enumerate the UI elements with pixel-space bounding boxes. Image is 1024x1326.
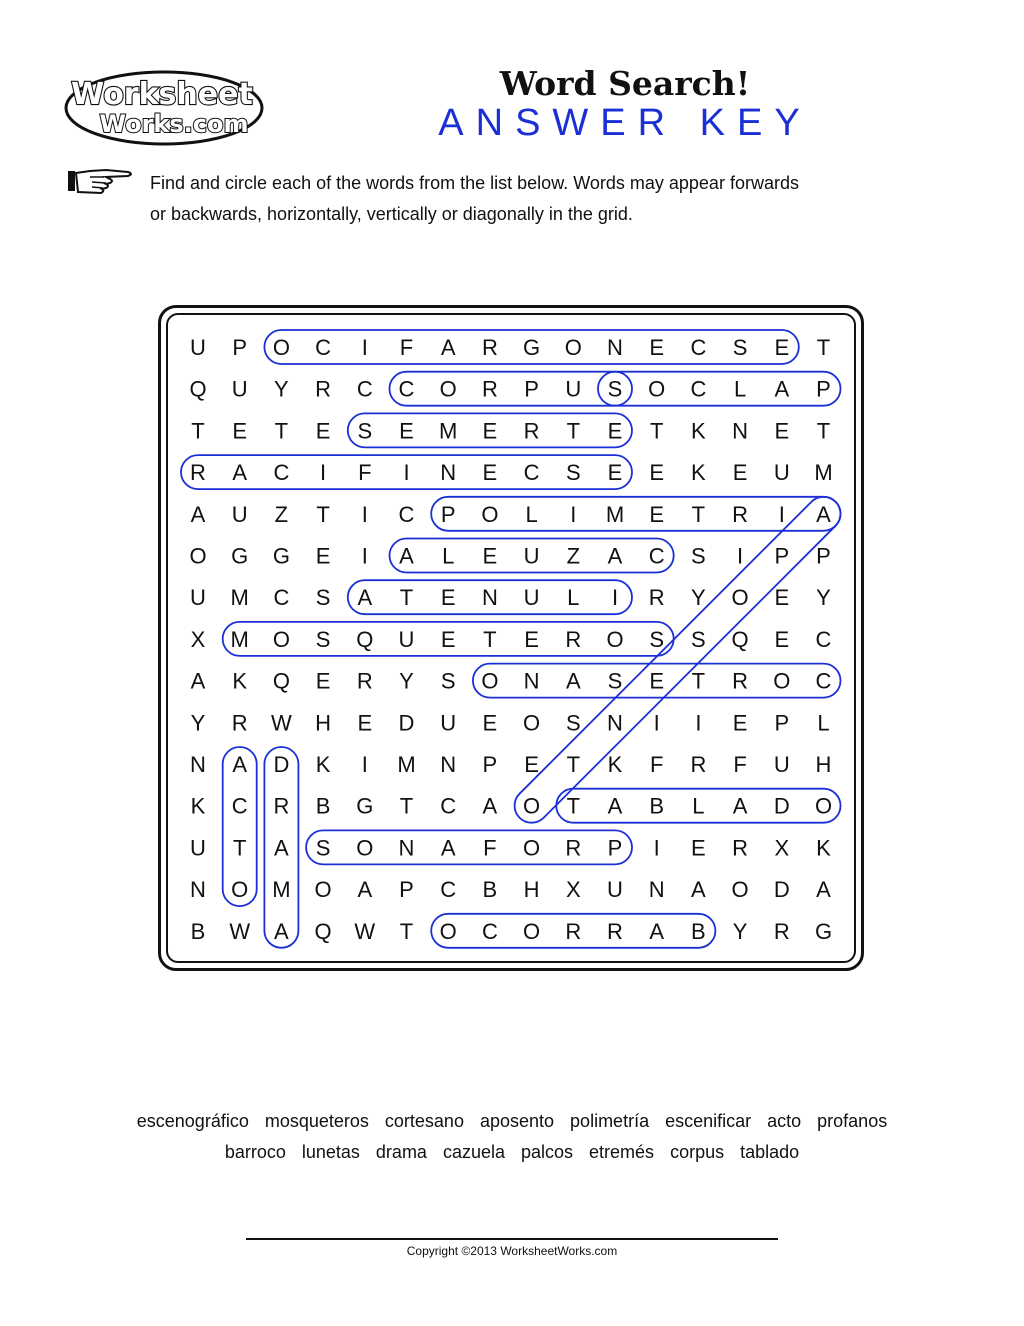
- grid-letter: T: [274, 418, 289, 444]
- grid-letter: U: [773, 460, 790, 486]
- grid-letter: R: [565, 626, 582, 652]
- grid-letter: T: [316, 501, 330, 527]
- logo-text-line2: Works.com: [99, 110, 249, 138]
- grid-letter: K: [190, 793, 206, 819]
- word-list-item: cazuela: [442, 1142, 505, 1162]
- grid-letter: C: [356, 376, 373, 402]
- grid-letter: E: [482, 710, 498, 736]
- grid-letter: Y: [399, 668, 414, 694]
- grid-letter: O: [523, 918, 541, 944]
- grid-letter: P: [607, 835, 623, 861]
- grid-letter: E: [482, 460, 498, 486]
- grid-letter: C: [440, 793, 457, 819]
- grid-letter: E: [482, 418, 498, 444]
- grid-letter: I: [361, 335, 368, 360]
- grid-letter: T: [566, 418, 581, 444]
- grid-letter: S: [607, 376, 623, 402]
- grid-letter: N: [648, 877, 665, 903]
- grid-letter: O: [731, 585, 749, 611]
- grid-letter: T: [691, 668, 706, 694]
- grid-letter: Z: [566, 543, 581, 569]
- grid-letter: I: [653, 710, 660, 736]
- grid-letter: F: [483, 835, 497, 861]
- word-list-item: profanos: [817, 1111, 888, 1131]
- grid-letter: O: [439, 376, 457, 402]
- grid-letter: O: [439, 918, 457, 944]
- grid-letter: B: [190, 918, 206, 944]
- grid-letter: G: [523, 335, 541, 360]
- grid-letter: R: [732, 835, 749, 861]
- grid-letter: A: [774, 376, 790, 402]
- grid-letter: Q: [272, 668, 290, 694]
- grid-letter: W: [271, 710, 292, 736]
- grid-letter: C: [815, 668, 832, 694]
- word-list-item: polimetría: [570, 1111, 650, 1131]
- grid-letter: Q: [314, 918, 332, 944]
- grid-letter: Y: [274, 376, 289, 402]
- grid-letter: A: [357, 585, 373, 611]
- grid-letter: E: [774, 418, 790, 444]
- grid-letter: E: [607, 460, 623, 486]
- grid-letter: P: [524, 376, 539, 402]
- grid-letter: I: [653, 835, 660, 861]
- grid-letter: T: [399, 918, 414, 944]
- grid-letter: K: [691, 418, 706, 444]
- grid-letter: O: [523, 793, 541, 819]
- grid-letter: X: [190, 626, 206, 652]
- grid-letter: Z: [274, 501, 289, 527]
- grid-letter: T: [399, 793, 414, 819]
- grid-letter: N: [398, 835, 415, 861]
- grid-letter: O: [648, 376, 666, 402]
- answer-highlight-12: [306, 830, 632, 864]
- grid-letter: S: [649, 626, 665, 652]
- pointing-hand-icon: [66, 166, 136, 196]
- word-list-item: lunetas: [301, 1142, 360, 1162]
- grid-letter: T: [399, 585, 414, 611]
- word-list-item: cortesano: [384, 1111, 464, 1131]
- grid-letter: X: [774, 835, 790, 861]
- grid-letter: K: [607, 752, 623, 777]
- grid-letter: T: [691, 501, 706, 527]
- grid-letter: Q: [189, 376, 207, 402]
- grid-letter: K: [315, 752, 331, 777]
- answer-key-heading: ANSWER KEY: [438, 102, 812, 144]
- grid-letter: S: [565, 460, 581, 486]
- grid-letter: W: [229, 918, 251, 944]
- grid-letter: N: [190, 877, 206, 903]
- grid-letter: A: [691, 877, 706, 903]
- grid-letter: G: [814, 918, 833, 944]
- grid-letter: T: [649, 418, 664, 444]
- grid-letter: R: [481, 335, 498, 360]
- grid-letter: S: [732, 335, 748, 360]
- grid-letter: C: [690, 376, 707, 402]
- grid-letter: R: [690, 752, 707, 777]
- grid-letter: O: [481, 501, 499, 527]
- grid-letter: E: [524, 626, 539, 652]
- grid-letter: R: [773, 918, 790, 944]
- answer-highlight-1: [390, 372, 633, 406]
- grid-letter: C: [481, 918, 498, 944]
- grid-letter: C: [440, 877, 457, 903]
- word-list-row-2: [60, 1137, 964, 1168]
- grid-letter: M: [605, 501, 625, 527]
- grid-letter: E: [732, 710, 748, 736]
- grid-letter: C: [273, 460, 290, 486]
- grid-letter: T: [191, 418, 205, 444]
- grid-letter: M: [439, 418, 458, 444]
- grid-letter: C: [398, 376, 415, 402]
- grid-letter: K: [816, 835, 831, 861]
- grid-letter: E: [315, 668, 331, 694]
- grid-letter: B: [482, 877, 498, 903]
- grid-letter: P: [482, 752, 498, 777]
- instructions: [150, 168, 950, 230]
- word-search-grid: [158, 305, 864, 971]
- grid-letter: M: [230, 626, 249, 652]
- grid-letter: T: [816, 418, 831, 444]
- grid-letter: P: [816, 376, 831, 402]
- grid-letter: B: [315, 793, 331, 819]
- grid-letter: D: [273, 752, 290, 777]
- grid-letter: A: [607, 793, 623, 819]
- grid-letter: N: [440, 460, 457, 486]
- grid-letter: I: [403, 460, 410, 486]
- grid-letter: T: [566, 752, 581, 777]
- grid-letter: T: [483, 626, 497, 652]
- grid-letter: E: [774, 585, 790, 611]
- grid-letter: I: [570, 501, 577, 527]
- grid-letter: R: [273, 793, 290, 819]
- grid-letter: H: [315, 710, 332, 736]
- grid-letter: I: [361, 752, 368, 777]
- word-list-item: acto: [767, 1111, 802, 1131]
- grid-letter: U: [607, 877, 623, 903]
- grid-letter: A: [190, 668, 206, 694]
- grid-letter: R: [315, 376, 332, 402]
- grid-letter: N: [440, 752, 457, 777]
- grid-letter: A: [482, 793, 498, 819]
- grid-letter: A: [565, 668, 581, 694]
- grid-letter: C: [690, 335, 707, 360]
- grid-letter: E: [482, 543, 498, 569]
- grid-letter: D: [773, 877, 790, 903]
- grid-letter: P: [232, 335, 248, 360]
- grid-letter: C: [231, 793, 248, 819]
- grid-letter: O: [314, 877, 332, 903]
- instructions-line-2: or backwards, horizontally, vertically or diagonally in the grid.: [150, 204, 633, 224]
- grid-letter: O: [481, 668, 499, 694]
- grid-letter: E: [732, 460, 748, 486]
- grid-letter: U: [440, 710, 457, 736]
- grid-letter: A: [649, 918, 665, 944]
- grid-letter: L: [525, 501, 538, 527]
- grid-letter: C: [315, 335, 332, 360]
- word-list-item: etremés: [589, 1142, 655, 1162]
- grid-letter: Y: [190, 710, 206, 736]
- grid-letter: R: [732, 668, 749, 694]
- grid-letter: A: [440, 835, 456, 861]
- grid-letter: P: [440, 501, 456, 527]
- grid-letter: A: [816, 501, 831, 527]
- grid-letter: U: [190, 585, 206, 611]
- grid-letter: U: [773, 752, 790, 777]
- grid-letter: B: [649, 793, 665, 819]
- grid-letter: E: [649, 460, 665, 486]
- grid-letter: E: [440, 585, 456, 611]
- grid-letter: E: [774, 626, 790, 652]
- grid-letter: A: [440, 335, 456, 360]
- word-list-item: aposento: [479, 1111, 555, 1131]
- grid-letter: U: [231, 376, 248, 402]
- grid-letter: A: [816, 877, 831, 903]
- grid-letter: I: [361, 543, 368, 569]
- grid-letter: E: [649, 335, 665, 360]
- grid-letter: L: [733, 376, 747, 402]
- grid-letter: A: [274, 835, 289, 861]
- grid-letter: L: [817, 710, 830, 736]
- page-title: Word Search!: [499, 64, 751, 103]
- grid-letter: R: [607, 918, 623, 944]
- grid-letter: R: [356, 668, 373, 694]
- grid-letter: K: [232, 668, 248, 694]
- grid-letter: C: [815, 626, 832, 652]
- word-list: [60, 1106, 964, 1168]
- word-list-item: drama: [375, 1142, 427, 1162]
- grid-letter: G: [272, 543, 290, 569]
- grid-letter: A: [607, 543, 623, 569]
- grid-letter: O: [606, 626, 624, 652]
- copyright-text: Copyright ©2013 WorksheetWorks.com: [406, 1244, 618, 1258]
- grid-letter: Y: [691, 585, 706, 611]
- grid-letter: O: [523, 835, 541, 861]
- worksheetworks-logo: [62, 66, 272, 150]
- grid-letter: F: [733, 752, 747, 777]
- grid-letter: U: [231, 501, 248, 527]
- logo-text-line1: Worksheet: [71, 77, 253, 112]
- grid-letter: R: [190, 460, 206, 486]
- grid-letter: E: [649, 501, 665, 527]
- grid-letter: R: [231, 710, 248, 736]
- grid-letter: A: [732, 793, 748, 819]
- grid-letter: O: [272, 335, 290, 360]
- grid-letter: O: [231, 877, 249, 903]
- grid-letter: F: [649, 752, 664, 777]
- grid-letter: U: [398, 626, 415, 652]
- answer-highlight-10: [508, 490, 848, 830]
- answer-highlight-2: [598, 372, 841, 406]
- grid-letter: A: [232, 752, 248, 777]
- grid-letter: G: [231, 543, 249, 569]
- grid-letter: P: [816, 543, 831, 569]
- grid-letter: D: [773, 793, 790, 819]
- grid-letter: X: [565, 877, 581, 903]
- grid-letter: S: [691, 543, 706, 569]
- grid-letter: L: [442, 543, 455, 569]
- grid-letter: A: [274, 918, 289, 944]
- grid-letter: O: [773, 668, 791, 694]
- grid-letter: S: [691, 626, 706, 652]
- grid-letter: N: [607, 710, 623, 736]
- grid-letter: A: [232, 460, 248, 486]
- grid-letter: B: [691, 918, 706, 944]
- grid-letter: I: [320, 460, 327, 486]
- grid-letter: Y: [816, 585, 831, 611]
- grid-letter: R: [565, 835, 582, 861]
- grid-letter: E: [315, 418, 331, 444]
- grid-letter: E: [607, 418, 623, 444]
- grid-letter: E: [315, 543, 331, 569]
- grid-letter: E: [774, 335, 790, 360]
- grid-letter: Q: [356, 626, 374, 652]
- grid-letter: C: [523, 460, 540, 486]
- grid-letter: S: [565, 710, 581, 736]
- grid-letter: I: [361, 501, 368, 527]
- grid-letter: I: [695, 710, 702, 736]
- grid-letter: M: [397, 752, 416, 777]
- grid-letter: F: [358, 460, 372, 486]
- grid-letter: H: [523, 877, 540, 903]
- grid-letter: N: [732, 418, 749, 444]
- grid-letter: U: [523, 543, 540, 569]
- grid-letter: S: [315, 585, 331, 611]
- grid-letter: N: [523, 668, 540, 694]
- word-list-item: palcos: [521, 1142, 574, 1162]
- word-list-item: mosqueteros: [264, 1111, 369, 1131]
- grid-letter: C: [273, 585, 290, 611]
- grid-letter: K: [691, 460, 706, 486]
- grid-letter: T: [816, 335, 831, 360]
- grid-letter: A: [357, 877, 373, 903]
- grid-letter: M: [230, 585, 249, 611]
- grid-letter: L: [567, 585, 580, 611]
- grid-letter: N: [190, 752, 206, 777]
- grid-letter: L: [692, 793, 705, 819]
- grid-letter: E: [357, 710, 373, 736]
- grid-letter: Y: [732, 918, 748, 944]
- grid-letter: O: [814, 793, 833, 819]
- grid-letter: G: [356, 793, 374, 819]
- grid-letter: O: [731, 877, 749, 903]
- grid-letter: W: [354, 918, 376, 944]
- grid-letter: S: [440, 668, 456, 694]
- grid-letter: S: [607, 668, 623, 694]
- word-list-item: escenificar: [665, 1111, 752, 1131]
- grid-letter: P: [774, 710, 790, 736]
- grid-letter: R: [481, 376, 498, 402]
- grid-letter: T: [566, 793, 581, 819]
- word-list-row-1: [60, 1106, 964, 1137]
- grid-letter: S: [357, 418, 373, 444]
- grid-letter: S: [315, 835, 331, 861]
- grid-letter: I: [778, 501, 785, 527]
- word-list-item: escenográfico: [136, 1111, 249, 1131]
- footer-rule: [246, 1238, 778, 1240]
- instructions-line-1: Find and circle each of the words from the list below. Words may appear forwards: [150, 173, 799, 193]
- word-list-item: barroco: [224, 1142, 286, 1162]
- grid-letter: O: [523, 710, 541, 736]
- grid-letter: H: [815, 752, 832, 777]
- grid-letter: R: [523, 418, 540, 444]
- grid-letter: R: [648, 585, 665, 611]
- word-list-item: corpus: [670, 1142, 725, 1162]
- grid-letter: N: [607, 335, 623, 360]
- grid-letter: P: [774, 543, 790, 569]
- grid-letter: I: [611, 585, 619, 611]
- grid-letter: O: [189, 543, 207, 569]
- grid-letter: C: [398, 501, 415, 527]
- grid-letter: O: [272, 626, 290, 652]
- grid-letter: Q: [731, 626, 749, 652]
- grid-letters-svg: [158, 305, 864, 971]
- grid-letter: E: [691, 835, 706, 861]
- grid-letter: M: [272, 877, 291, 903]
- grid-letter: E: [232, 418, 248, 444]
- grid-letter: D: [398, 710, 415, 736]
- grid-letter: R: [732, 501, 749, 527]
- grid-letter: E: [524, 752, 539, 777]
- grid-letter: S: [315, 626, 331, 652]
- grid-letter: U: [523, 585, 540, 611]
- grid-letter: O: [564, 335, 582, 360]
- grid-letter: M: [814, 460, 833, 486]
- grid-letter: O: [356, 835, 374, 861]
- grid-letter: E: [440, 626, 456, 652]
- grid-letter: E: [649, 668, 665, 694]
- grid-letter: E: [399, 418, 414, 444]
- grid-letter: N: [481, 585, 498, 611]
- grid-letter: U: [190, 835, 206, 861]
- grid-letter: A: [399, 543, 414, 569]
- grid-letter: R: [565, 918, 582, 944]
- word-list-item: tablado: [740, 1142, 800, 1162]
- grid-letter: A: [190, 501, 206, 527]
- grid-letter: I: [737, 543, 744, 569]
- grid-letter: F: [399, 335, 414, 360]
- grid-letter: C: [648, 543, 665, 569]
- grid-letter: U: [190, 335, 206, 360]
- grid-letter: T: [232, 835, 247, 861]
- grid-letter: P: [399, 877, 414, 903]
- grid-letter: U: [565, 376, 582, 402]
